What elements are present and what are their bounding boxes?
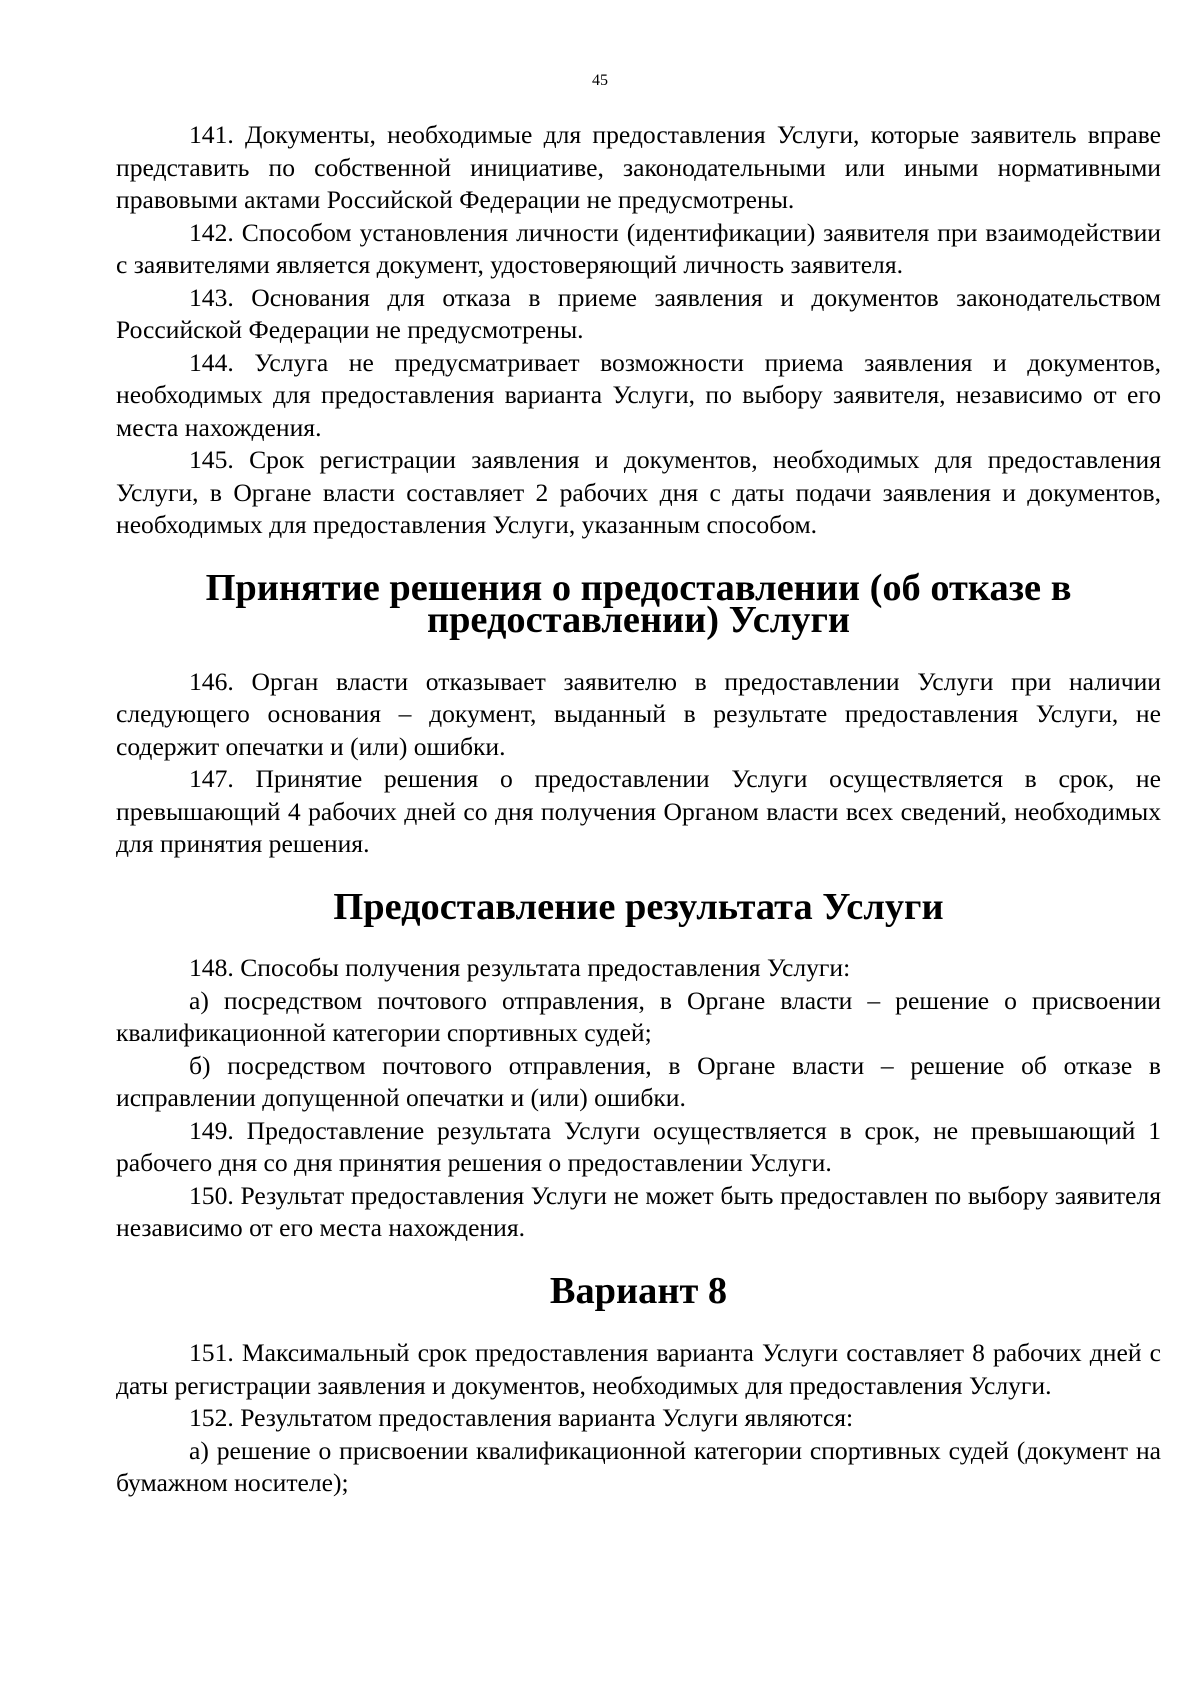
document-body bbox=[116, 119, 1161, 1500]
paragraph-145: 145. Срок регистрации заявления и документов, необходимых для предоставления Услуги, в Органе власти составляет 2 рабочих дня с даты подачи заявления и документов, необходимых для предоставления Услуги, указанным способом. bbox=[116, 445, 1161, 539]
paragraph-148-a: а) посредством почтового отправления, в Органе власти – решение о присвоении квалификационной категории спортивных судей; bbox=[116, 985, 1161, 1047]
paragraph-146: 146. Орган власти отказывает заявителю в предоставлении Услуги при наличии следующего основания – документ, выданный в результате предоставления Услуги, не содержит опечатки и (или) ошибки. bbox=[116, 666, 1161, 761]
paragraph-148: 148. Способы получения результата предоставления Услуги: bbox=[189, 953, 851, 982]
section-heading-variant-8: Вариант 8 bbox=[549, 1269, 728, 1312]
paragraph-152: 152. Результатом предоставления варианта Услуги являются: bbox=[189, 1403, 854, 1432]
paragraph-148-b: б) посредством почтового отправления, в Органе власти – решение об отказе в исправлении допущенной опечатки и (или) ошибки. bbox=[116, 1050, 1161, 1112]
paragraph-152-a: а) решение о присвоении квалификационной категории спортивных судей (документ на бумажном носителе); bbox=[116, 1435, 1161, 1497]
section-heading-result: Предоставление результата Услуги bbox=[333, 885, 944, 928]
paragraph-143: 143. Основания для отказа в приеме заявления и документов законодательством Российской Федерации не предусмотрены. bbox=[116, 282, 1161, 344]
paragraph-142: 142. Способом установления личности (идентификации) заявителя при взаимодействии с заявителями является документ, удостоверяющий личность заявителя. bbox=[116, 217, 1161, 279]
paragraph-149: 149. Предоставление результата Услуги осуществляется в срок, не превышающий 1 рабочего дня со дня принятия решения о предоставлении Услуги. bbox=[116, 1115, 1161, 1177]
section-heading-decision: Принятие решения о предоставлении (об отказе в предоставлении) Услуги bbox=[205, 566, 1072, 641]
paragraph-147: 147. Принятие решения о предоставлении Услуги осуществляется в срок, не превышающий 4 рабочих дней со дня получения Органом власти всех сведений, необходимых для принятия решения. bbox=[116, 764, 1161, 858]
paragraph-151: 151. Максимальный срок предоставления варианта Услуги составляет 8 рабочих дней с даты регистрации заявления и документов, необходимых для предоставления Услуги. bbox=[116, 1338, 1161, 1400]
page-number: 45 bbox=[592, 72, 608, 89]
paragraph-150: 150. Результат предоставления Услуги не может быть предоставлен по выбору заявителя независимо от его места нахождения. bbox=[116, 1180, 1161, 1242]
paragraph-144: 144. Услуга не предусматривает возможности приема заявления и документов, необходимых для предоставления варианта Услуги, по выбору заявителя, независимо от его места нахождения. bbox=[116, 347, 1161, 442]
paragraph-141: 141. Документы, необходимые для предоставления Услуги, которые заявитель вправе представить по собственной инициативе, законодательными или иными нормативными правовыми актами Российской Федерации не предусмотрены. bbox=[116, 120, 1161, 214]
